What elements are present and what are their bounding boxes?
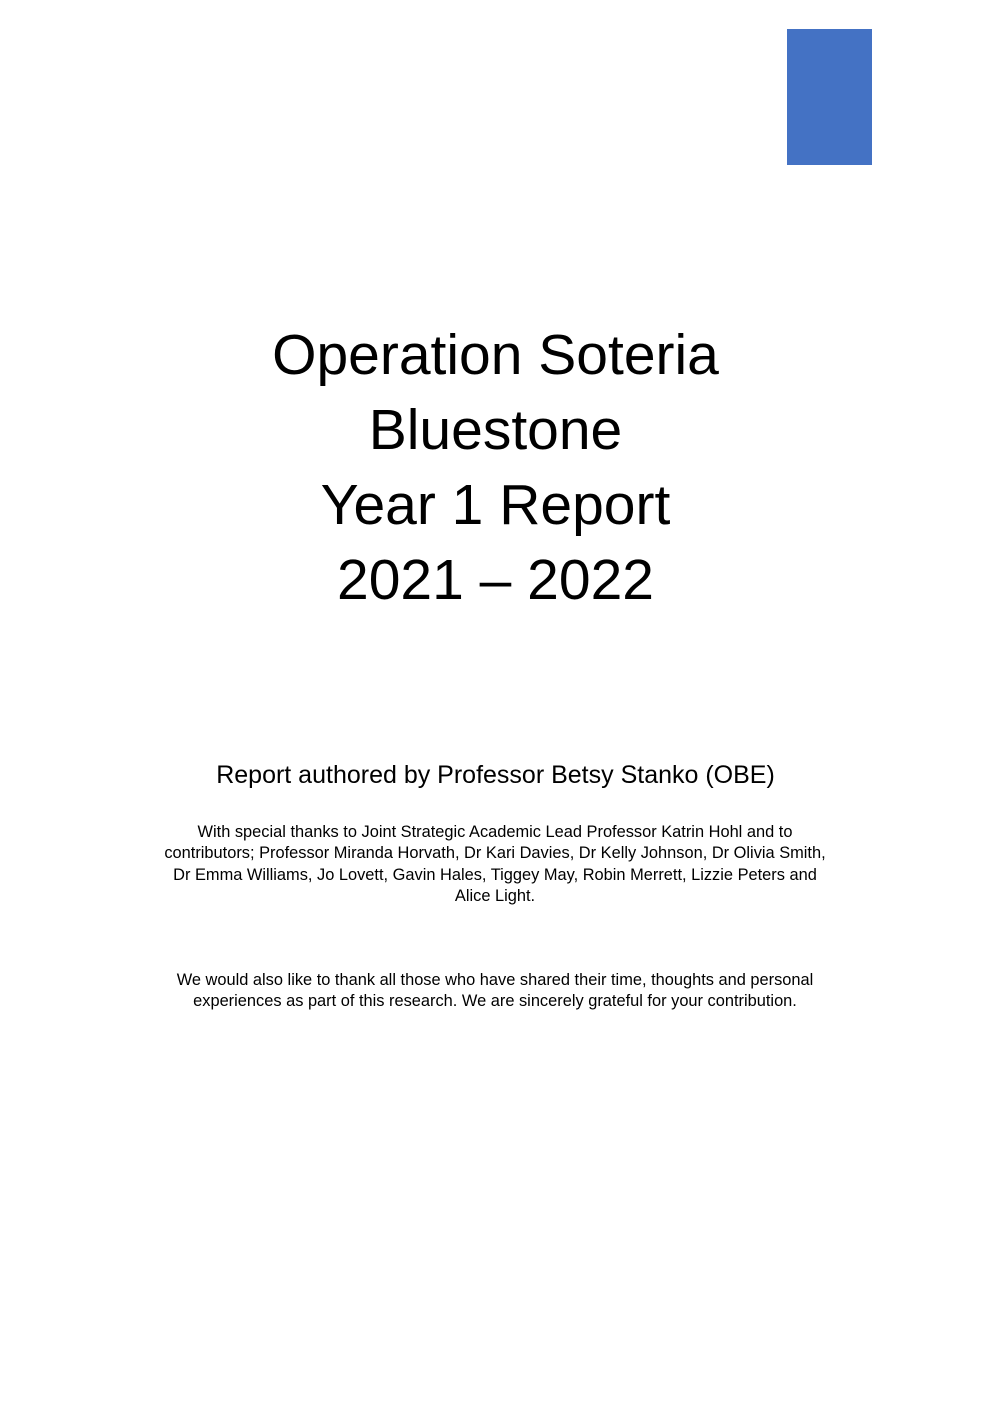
author-line: Report authored by Professor Betsy Stanko (OBE) — [216, 761, 775, 789]
title-line-bluestone: Bluestone — [368, 398, 623, 462]
gratitude-paragraph — [110, 970, 880, 1013]
title-line-year: Year 1 Report — [320, 473, 671, 537]
acknowledgement-line: Dr Emma Williams, Jo Lovett, Gavin Hales, Tiggey May, Robin Merrett, Lizzie Peters and — [173, 865, 817, 884]
acknowledgement-line: Alice Light. — [454, 886, 536, 905]
gratitude-line: We would also like to thank all those who have shared their time, thoughts and personal — [176, 971, 814, 989]
decorative-blue-block — [787, 29, 872, 165]
gratitude-line: experiences as part of this research. We are sincerely grateful for your contribution. — [193, 992, 797, 1011]
acknowledgement-line: With special thanks to Joint Strategic Academic Lead Professor Katrin Hohl and to — [197, 823, 793, 841]
acknowledgements-paragraph — [110, 822, 880, 907]
title-line-dates: 2021 – 2022 — [337, 548, 654, 612]
acknowledgement-line: contributors; Professor Miranda Horvath, Dr Kari Davies, Dr Kelly Johnson, Dr Olivia Smith, — [164, 844, 826, 863]
report-title — [0, 318, 991, 618]
title-line-operation: Operation Soteria — [272, 323, 719, 387]
